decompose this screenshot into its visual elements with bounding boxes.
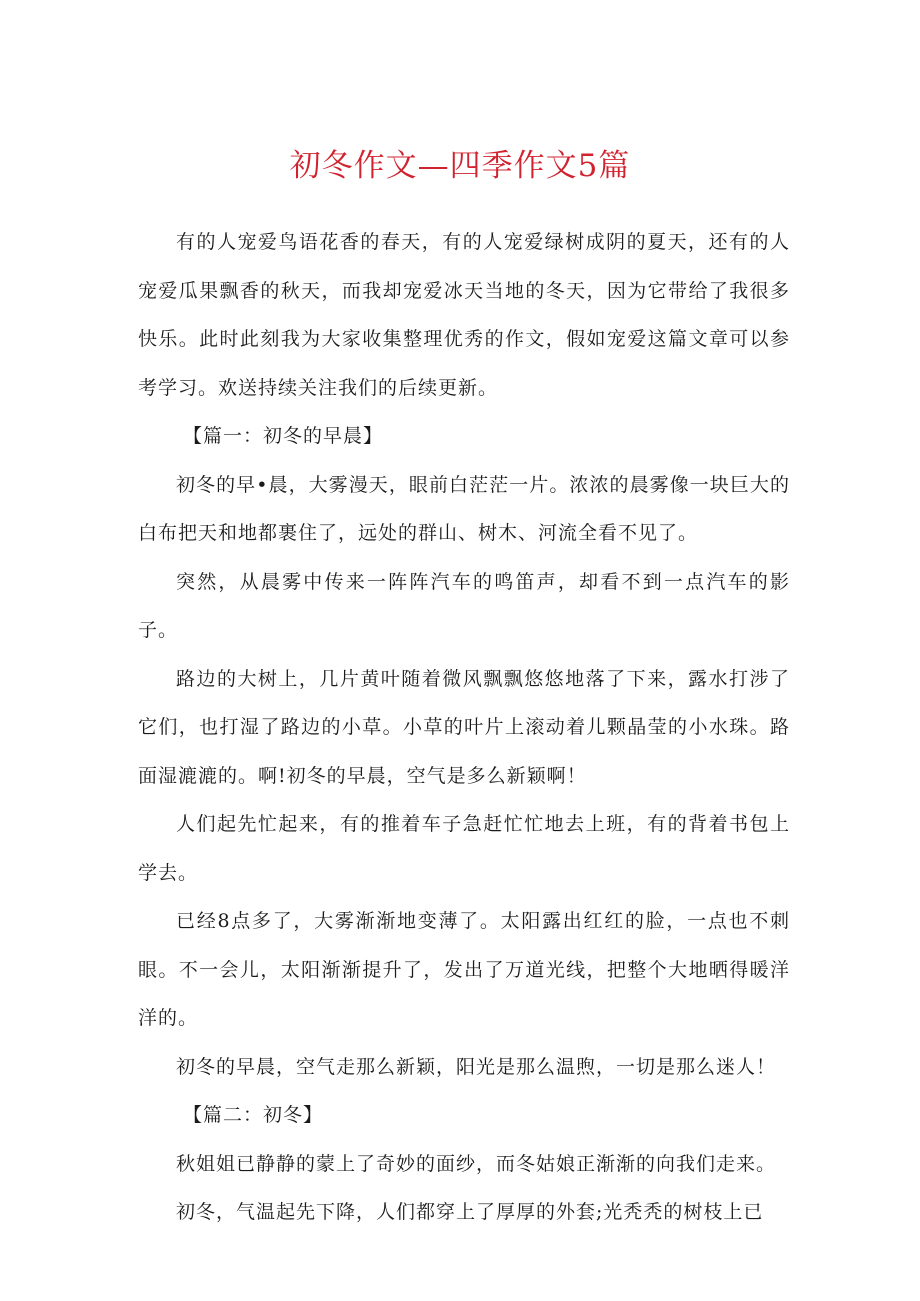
section-heading-1: 【篇一：初冬的早晨】 xyxy=(183,425,384,447)
paragraph: 已经8点多了，大雾渐渐地变薄了。太阳露出红红的脸，一点也不刺眼。不一会儿，太阳渐渐提升了，发出了万道光线，把整个大地晒得暖洋洋的。 xyxy=(138,910,790,1029)
document-title: 初冬作文—四季作文5篇 xyxy=(289,148,631,184)
paragraph: 路边的大树上，几片黄叶随着微风飘飘悠悠地落了下来，露水打涉了它们，也打湿了路边的小草。小草的叶片上滚动着儿颗晶莹的小水珠。路面湿漉漉的。啊!初冬的早晨，空气是多么新颖啊！ xyxy=(138,667,790,787)
paragraph-intro: 有的人宠爱鸟语花香的春天，有的人宠爱绿树成阴的夏天，还有的人宠爱瓜果飘香的秋天，而我却宠爱冰天当地的冬天，因为它带给了我很多快乐。此时此刻我为大家收集整理优秀的作文，假如宠爱这篇文章可以参考学习。欢送持续关注我们的后续更新。 xyxy=(138,231,790,399)
paragraph: 初冬的早•晨，大雾漫天，眼前白茫茫一片。浓浓的晨雾像一块巨大的白布把天和地都裹住了，远处的群山、树木、河流全看不见了。 xyxy=(138,473,790,544)
document-body xyxy=(138,218,790,1237)
paragraph: 突然，从晨雾中传来一阵阵汽车的鸣笛声，却看不到一点汽车的影子。 xyxy=(138,570,790,641)
paragraph: 初冬的早晨，空气走那么新颖，阳光是那么温煦，一切是那么迷人！ xyxy=(176,1055,777,1078)
paragraph: 初冬，气温起先下降，人们都穿上了厚厚的外套;光秃秃的树枝上已 xyxy=(176,1201,764,1223)
paragraph: 人们起先忙起来，有的推着车子急赶忙忙地去上班，有的背着书包上学去。 xyxy=(138,813,790,884)
paragraph: 秋姐姐已静静的蒙上了奇妙的面纱，而冬姑娘正渐渐的向我们走来。 xyxy=(176,1152,777,1175)
section-heading-2: 【篇二：初冬】 xyxy=(183,1104,324,1126)
